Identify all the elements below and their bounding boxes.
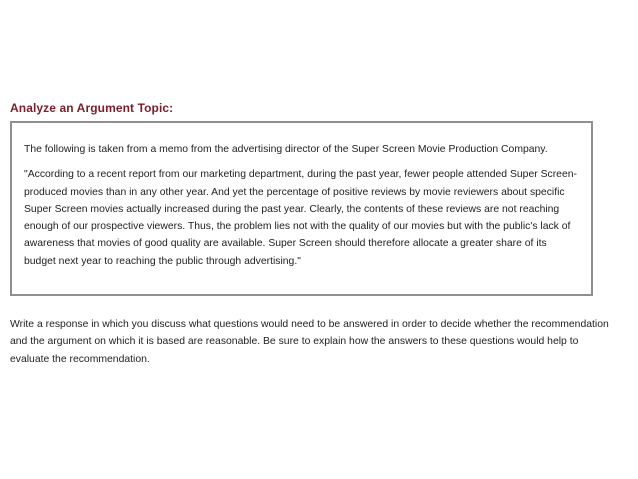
prompt-intro: The following is taken from a memo from the advertising director of the Super Screen Movie Production Company. — [24, 144, 548, 155]
page-title: Analyze an Argument Topic: — [10, 101, 174, 115]
task-instructions: Write a response in which you discuss what questions would need to be answered in order to decide whether the recommendation and the argument on which it is based are reasonable. Be sure to explain how the answers to these questions would help to evaluate the recommendation. — [10, 319, 609, 365]
argument-prompt-box — [10, 121, 593, 296]
prompt-quote: "According to a recent report from our marketing department, during the past year, fewer people attended Super Screen-produced movies than in any other year. And yet the percentage of positive reviews by movie reviewers about specific Super Screen movies actually increased during the past year. Clearly, the contents of these reviews are not reaching enough of our prospective viewers. Thus, the problem lies not with the quality of our movies but with the public's lack of awareness that movies of good quality are available. Super Screen should therefore allocate a greater share of its budget next year to reaching the public through advertising." — [24, 169, 577, 267]
